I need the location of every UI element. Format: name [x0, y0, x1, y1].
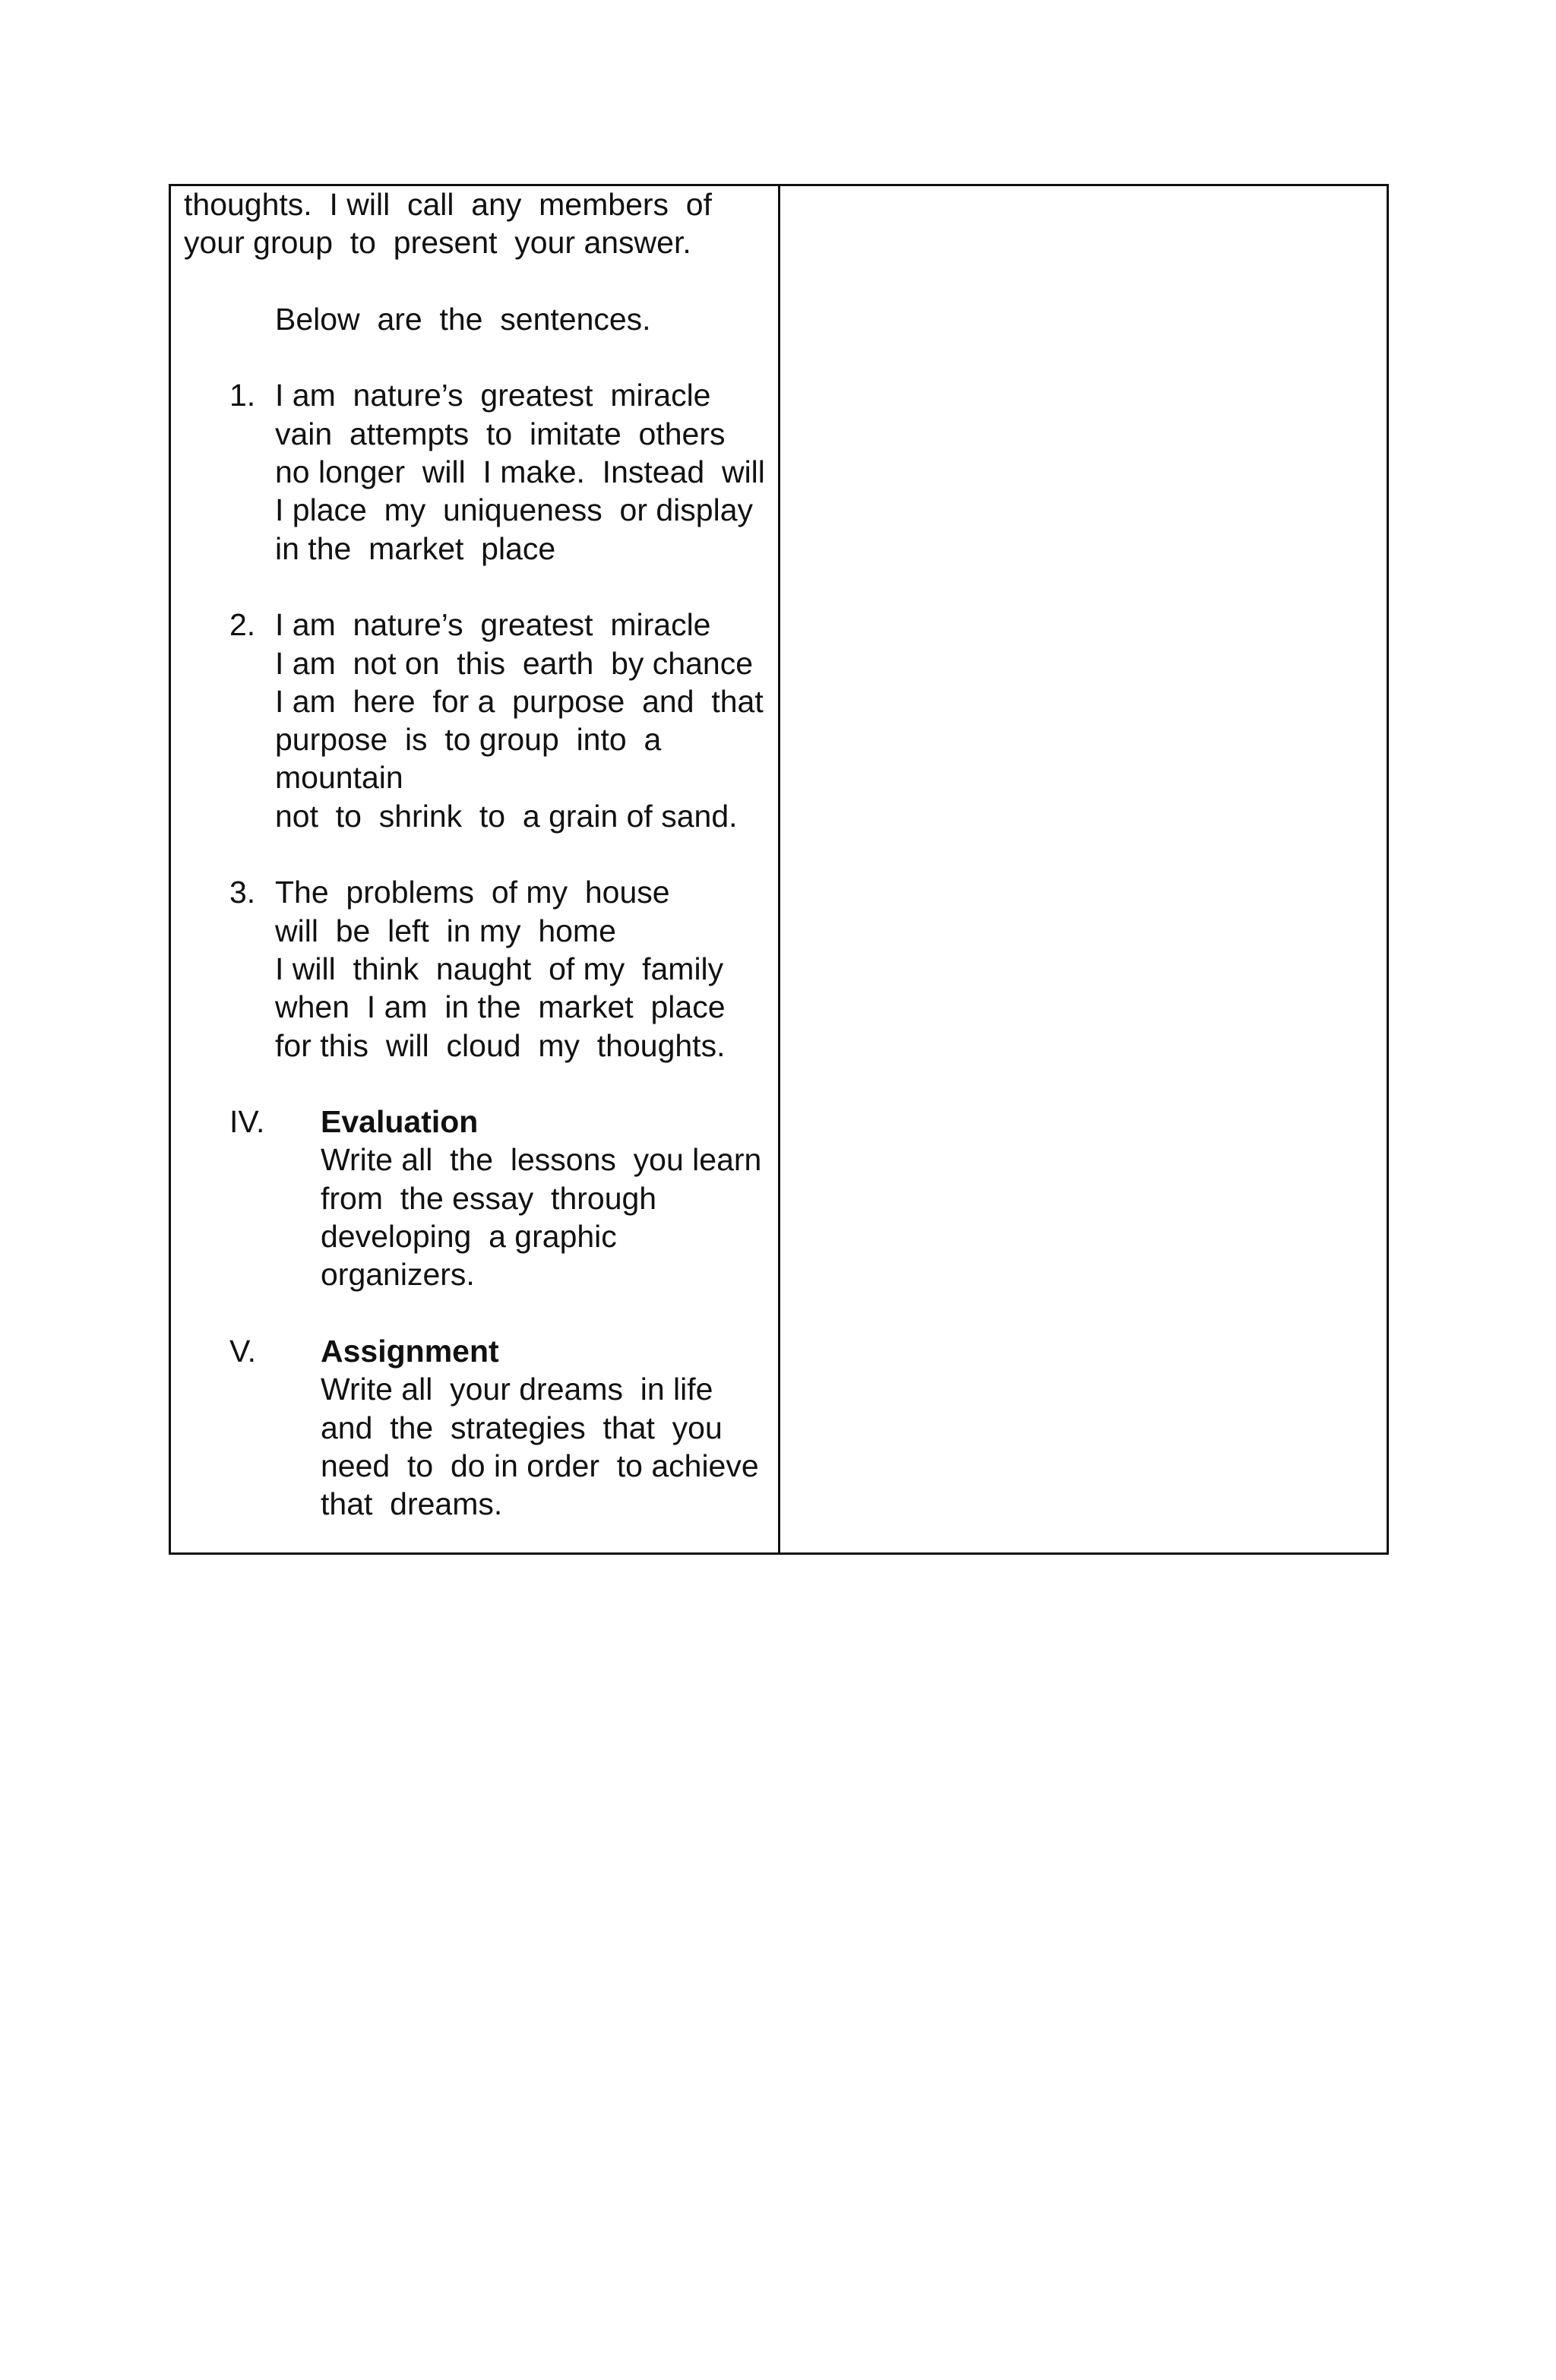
sentence-line: I am nature’s greatest miracle [275, 607, 711, 643]
section-line: Write all your dreams in life [321, 1372, 713, 1407]
sentence-line: I am nature’s greatest miracle [275, 378, 711, 413]
sentence-line: vain attempts to imitate others [275, 416, 726, 451]
sentence-line: when I am in the market place [275, 989, 726, 1025]
sentence-line: for this will cloud my thoughts. [275, 1027, 726, 1063]
section-line: need to do in order to achieve [321, 1448, 759, 1483]
section-line: Write all the lessons you learn [321, 1142, 762, 1178]
sentence-line: I am not on this earth by chance [275, 645, 754, 681]
section-line: from the essay through [321, 1180, 657, 1216]
intro-line: your group to present your answer. [184, 225, 691, 261]
sentences-label: Below are the sentences. [275, 301, 651, 337]
section-line: developing a graphic [321, 1219, 617, 1255]
section-title: Assignment [321, 1333, 499, 1369]
section-evaluation [184, 1103, 769, 1293]
sentence-line: The problems of my house [275, 875, 670, 910]
sentence-number: 2. [229, 607, 256, 643]
section-line: that dreams. [321, 1486, 503, 1522]
section-title: Evaluation [321, 1104, 479, 1140]
sentence-line: I am here for a purpose and that [275, 683, 764, 719]
intro-line: thoughts. I will call any members of [184, 187, 712, 222]
sentence-line: purpose is to group into a [275, 722, 662, 758]
sentence-line: not to shrink to a grain of sand. [275, 798, 738, 834]
left-column [184, 185, 769, 1523]
section-line: and the strategies that you [321, 1410, 723, 1445]
right-column-empty-cell [783, 186, 1387, 1552]
section-numeral: IV. [229, 1104, 265, 1140]
sentence-line: will be left in my home [275, 913, 616, 948]
sentence-line: I will think naught of my family [275, 951, 724, 986]
section-numeral: V. [229, 1333, 256, 1369]
column-divider [778, 184, 780, 1555]
intro-paragraph [184, 185, 769, 262]
sentence-item-2 [184, 606, 769, 835]
section-assignment [184, 1332, 769, 1523]
sentence-number: 1. [229, 378, 256, 413]
sentence-line: in the market place [275, 530, 556, 566]
sentence-line: I place my uniqueness or display [275, 492, 753, 528]
sentence-item-3 [184, 873, 769, 1064]
section-line: organizers. [321, 1257, 475, 1293]
sentence-number: 3. [229, 875, 256, 910]
sentence-line: no longer will I make. Instead will [275, 454, 765, 490]
sentence-line: mountain [275, 760, 403, 796]
sentence-item-1 [184, 376, 769, 567]
